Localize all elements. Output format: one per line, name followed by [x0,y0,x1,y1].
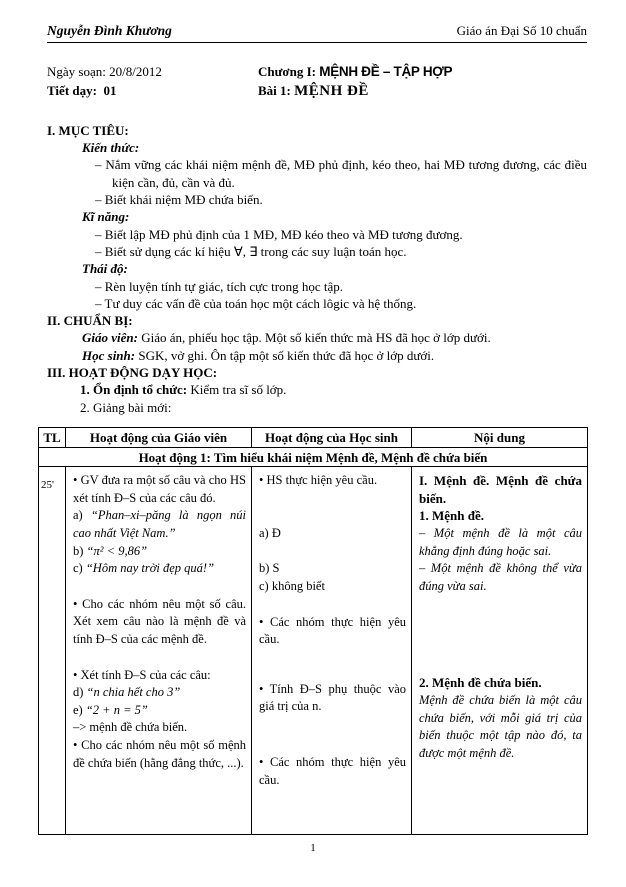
giao-vien-label: Giáo viên: [82,330,138,346]
gv-arrow-note: –> mệnh đề chứa biến. [73,720,188,735]
author-name: Nguyễn Đình Khương [47,23,172,38]
hoat-dong-heading: III. HOẠT ĐỘNG DẠY HỌC: [47,365,218,381]
activity-table [38,427,588,835]
document-series-title: Giáo án Đại Số 10 chuẩn [456,23,587,38]
ki-nang-item: – Biết lập MĐ phủ định của 1 MĐ, MĐ kéo theo và MĐ tương đương. [95,226,463,242]
section-chuan-bi [47,312,587,364]
bai-label: Bài 1: [258,82,291,98]
hoc-sinh-text: SGK, vở ghi. Ôn tập một số kiến thức đã học ở lớp dưới. [135,347,435,363]
col-header-hoc-sinh: Hoạt động của Học sinh [252,427,412,447]
hs-paragraph: • Các nhóm thực hiện yêu cầu. [259,614,406,647]
hs-paragraph: • Tính Đ–S phụ thuộc vào giá trị của n. [259,681,406,714]
lesson-meta [47,63,587,100]
tiet-day-label: Tiết dạy: [47,82,97,98]
chuong-title: MỆNH ĐỀ – TẬP HỢP [319,64,453,80]
page-header [47,22,587,43]
ngay-soan [47,63,258,80]
teacher-activity-cell [66,467,252,835]
table-header-row [39,427,588,447]
tiet-day-value: 01 [103,82,117,98]
activity-title-row [39,448,588,467]
ngay-soan-label: Ngày soạn: [47,64,106,80]
ki-nang-item: – Biết sử dụng các kí hiệu ∀, ∃ trong các suy luận toán học. [95,243,407,259]
time-cell: 25' [39,467,66,835]
col-header-giao-vien: Hoạt động của Giáo viên [66,427,252,447]
nd-heading: I. Mệnh đề. Mệnh đề chứa biến. [419,473,582,506]
giao-vien-text: Giáo án, phiếu học tập. Một số kiến thức mà HS đã học ở lớp dưới. [137,330,491,346]
giang-bai-row: 2. Giảng bài mới: [80,399,172,415]
gv-paragraph: • GV đưa ra một số câu và cho HS xét tính Đ–S của các câu đó. [73,473,246,505]
page-number: 1 [310,841,316,854]
nd-subheading: 1. Mệnh đề. [419,508,484,524]
thai-do-label: Thái độ: [82,261,128,277]
hs-answer-a: a) Đ [259,525,281,540]
nd-definition: Mệnh đề chứa biến là một câu chứa biến, với mỗi giá trị của biến thuộc một tập nào đó, ta được một mệnh đề. [419,692,582,760]
bai [258,82,587,100]
nd-definition: – Một mệnh đề là một câu khẳng định đúng hoặc sai. [419,526,582,558]
ki-nang-label: Kĩ năng: [82,209,130,225]
chuong [258,63,587,80]
gv-example-c: c) “Hôm nay trời đẹp quá!” [73,561,215,576]
hs-answer-c: c) không biết [259,579,325,594]
thai-do-item: – Tư duy các vấn đề của toán học một cách lôgic và hệ thống. [95,295,417,311]
chuan-bi-heading: II. CHUẨN BỊ: [47,313,133,329]
on-dinh-label: 1. Ổn định tổ chức: [80,382,188,398]
kien-thuc-label: Kiến thức: [82,140,140,156]
col-header-noi-dung: Nội dung [412,427,588,447]
gv-paragraph: • Cho các nhóm nêu một số mệnh đề chứa biến (hằng đẳng thức, ...). [73,737,246,770]
col-header-tl: TL [39,427,66,447]
section-muc-tieu [47,122,587,312]
kien-thuc-item: – Biết khái niệm MĐ chứa biến. [95,192,263,208]
thai-do-item: – Rèn luyện tính tự giác, tích cực trong học tập. [95,278,344,294]
muc-tieu-heading: I. MỤC TIÊU: [47,122,129,138]
nd-subheading: 2. Mệnh đề chứa biến. [419,675,542,691]
gv-example-e: e) “2 + n = 5” [73,702,148,717]
content-cell [412,467,588,835]
hoc-sinh-row [47,347,587,364]
hoc-sinh-label: Học sinh: [82,347,136,363]
on-dinh-text: Kiểm tra sĩ số lớp. [187,382,287,398]
tiet-day [47,82,258,100]
gv-example-b: b) “π² < 9,86” [73,543,148,558]
gv-example-a: a) “Phan–xi–păng là ngọn núi cao nhất Việt Nam.” [73,508,246,541]
student-activity-cell [252,467,412,835]
kien-thuc-item: – Nắm vững các khái niệm mệnh đề, MĐ phủ định, kéo theo, hai MĐ tương đương, các điều kiện cần, đủ, cần và đủ. [95,157,587,190]
activity-body-row [39,467,588,835]
hs-paragraph: • Các nhóm thực hiện yêu cầu. [259,754,406,787]
gv-example-d: d) “n chia hết cho 3” [73,685,181,700]
on-dinh-row [47,381,587,398]
bai-title: MỆNH ĐỀ [294,82,369,99]
gv-paragraph: • Xét tính Đ–S của các câu: [73,667,211,682]
hs-paragraph: • HS thực hiện yêu cầu. [259,473,378,488]
giao-vien-row [47,329,587,346]
ngay-soan-value: 20/8/2012 [109,64,162,80]
nd-definition: – Một mệnh đề không thể vừa đúng vừa sai. [419,561,582,593]
gv-paragraph: • Cho các nhóm nêu một số câu. Xét xem câu nào là mệnh đề và tính Đ–S của các mệnh đề. [73,596,246,646]
hs-answer-b: b) S [259,561,280,576]
chuong-label: Chương I: [258,64,316,80]
section-hoat-dong [47,364,587,416]
activity-title: Hoạt động 1: Tìm hiểu khái niệm Mệnh đề, Mệnh đề chứa biến [39,448,588,467]
